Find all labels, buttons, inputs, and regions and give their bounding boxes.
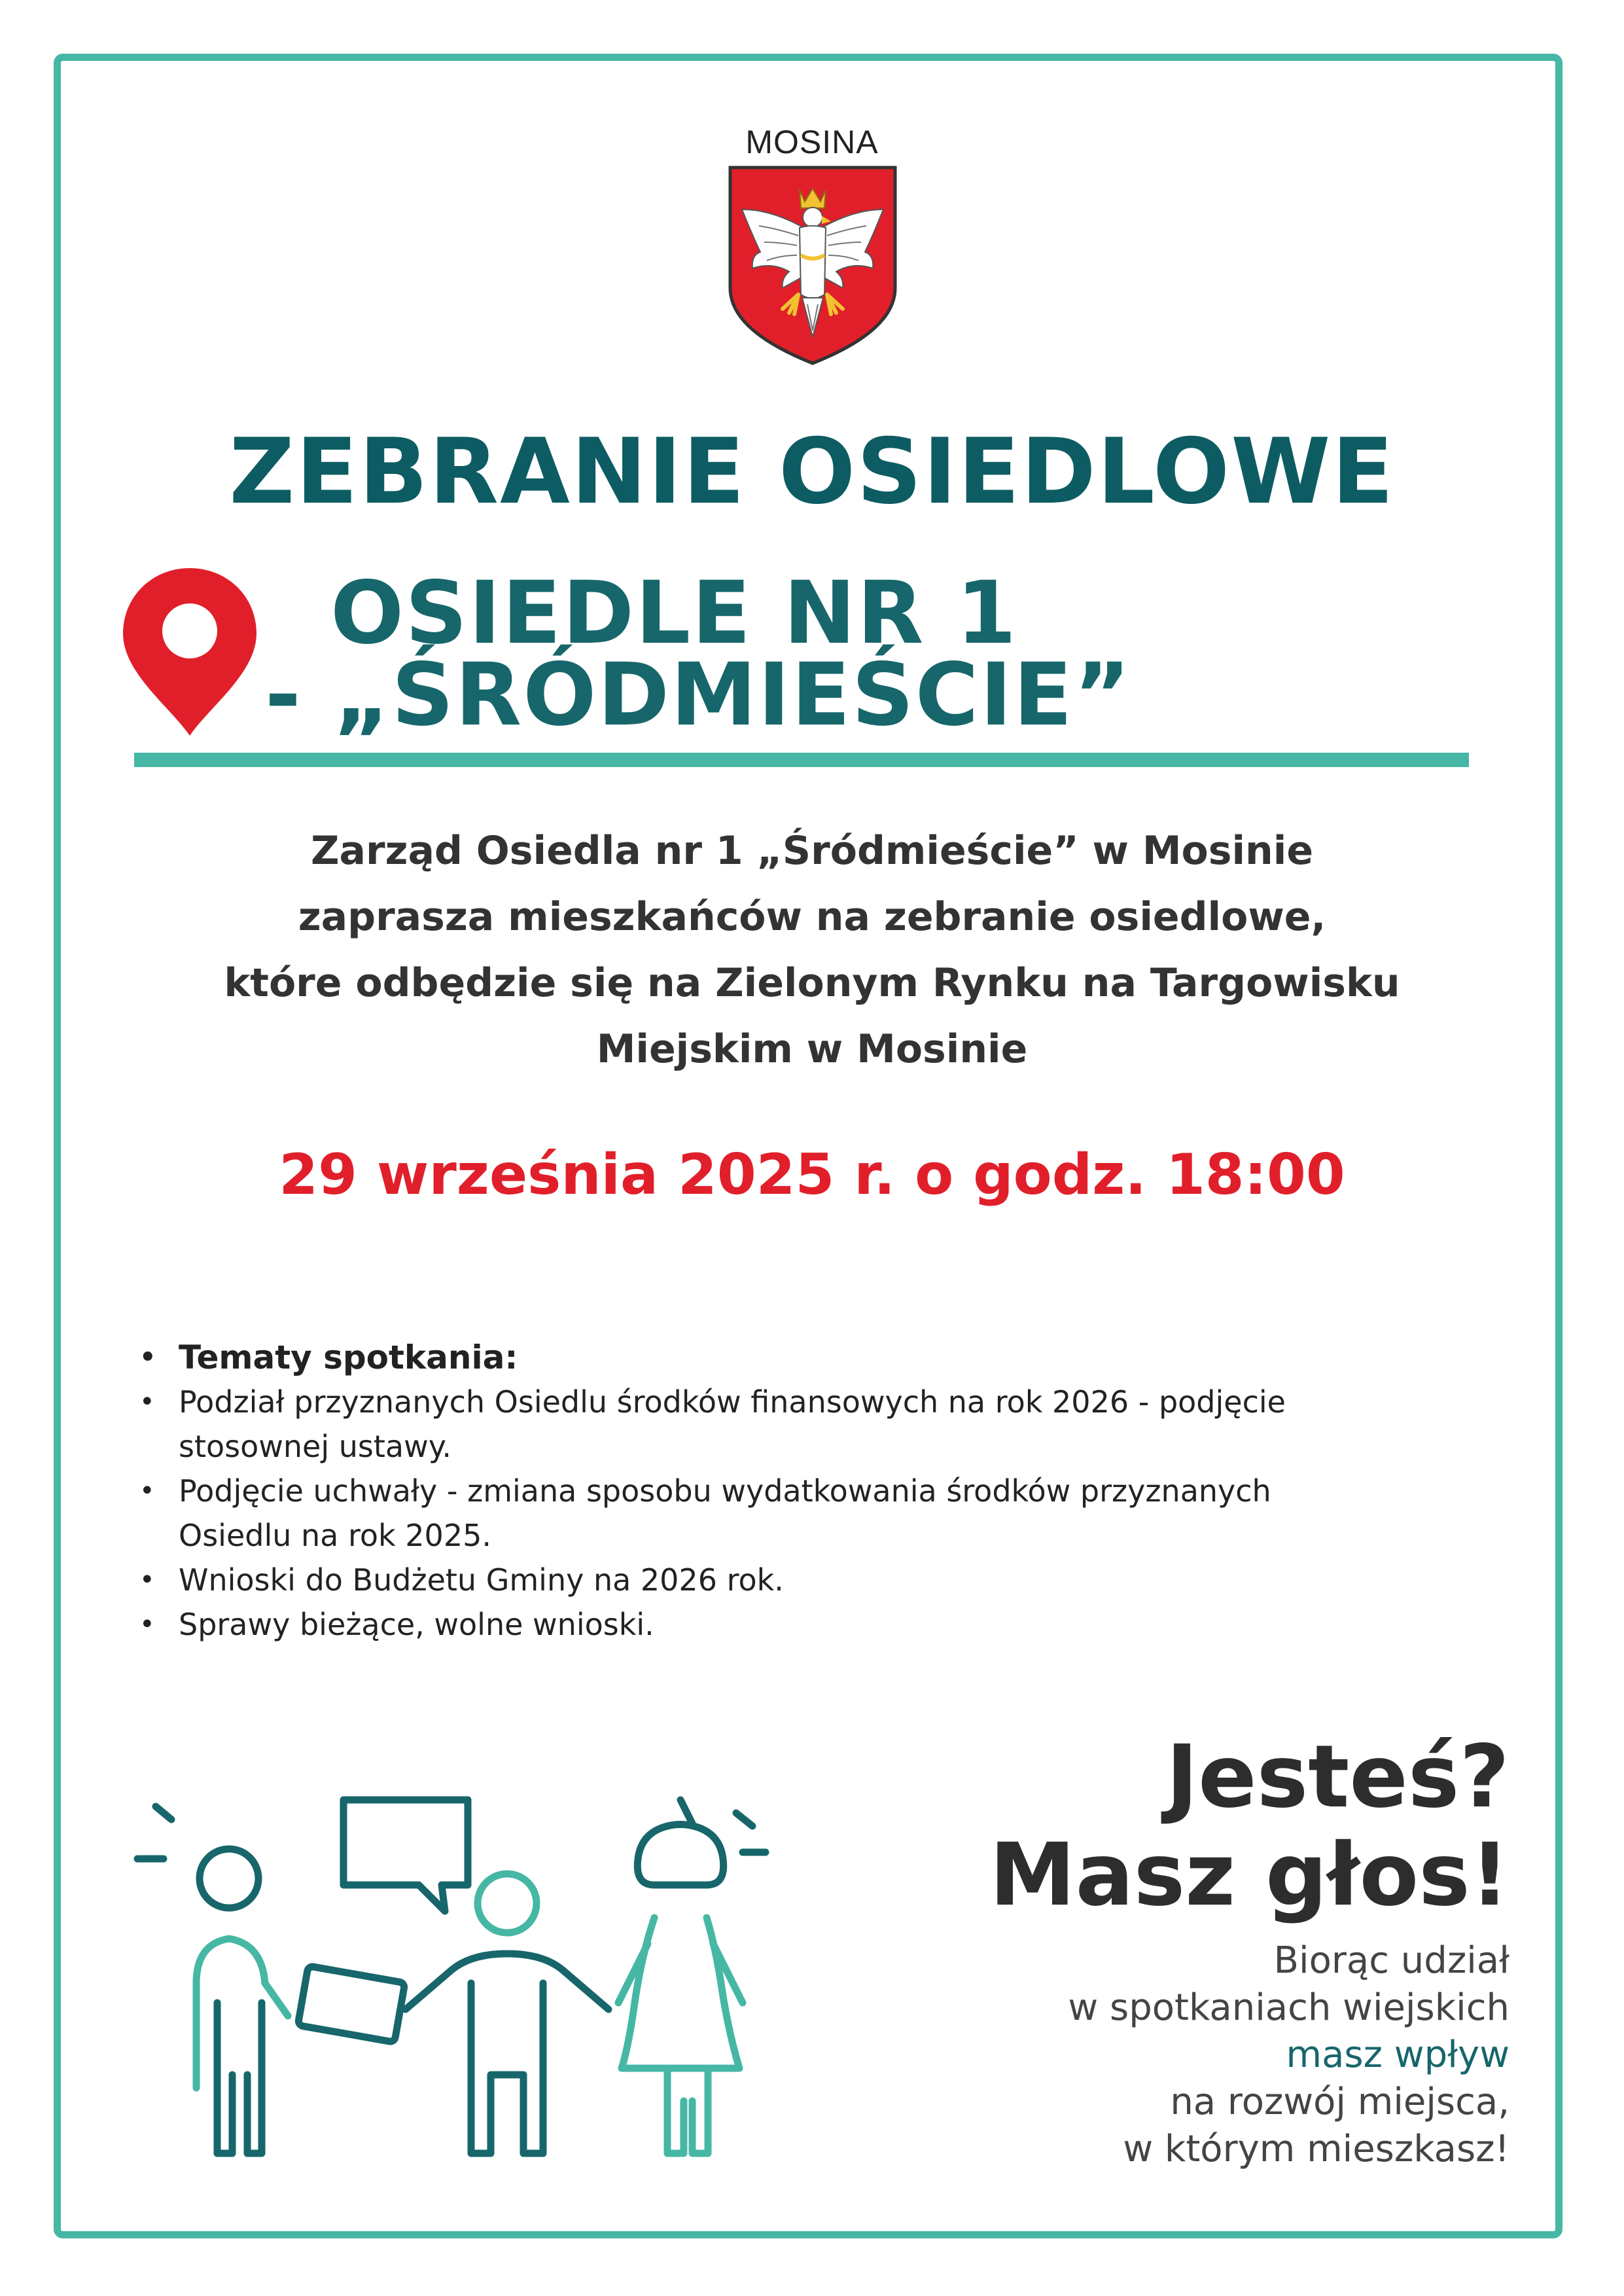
message-line: w spotkaniach wiejskich: [1068, 1986, 1509, 2029]
topic-item: • Wnioski do Budżetu Gminy na 2026 rok.: [134, 1558, 1443, 1602]
invitation-line: które odbędzie się na Zielonym Rynku na Targowisku: [224, 960, 1400, 1006]
invitation-line: Miejskim w Mosinie: [596, 1026, 1028, 1072]
meeting-date: 29 września 2025 r. o godz. 18:00: [279, 1142, 1345, 1208]
invitation-text: [0, 818, 1624, 1083]
message-line: Biorąc udział: [1273, 1939, 1509, 1982]
topic-item: • Podjęcie uchwały - zmiana sposobu wydatkowania środków przyznanych Osiedlu na rok 2025.: [134, 1469, 1443, 1558]
topics-heading: • Tematy spotkania:: [134, 1335, 1443, 1380]
slogan-line: Masz głos!: [989, 1825, 1509, 1926]
topic-item: • Podział przyznanych Osiedlu środków finansowych na rok 2026 - podjęcie stosownej ustawy.: [134, 1380, 1443, 1469]
settlement-name-line1: OSIEDLE NR 1: [330, 563, 1018, 664]
poster-title: ZEBRANIE OSIEDLOWE: [229, 419, 1395, 524]
slogan: [989, 1728, 1509, 1924]
message-line-highlight: masz wpływ: [1286, 2034, 1509, 2076]
location-pin-icon: [118, 563, 262, 740]
coat-of-arms-icon: [726, 164, 899, 367]
message-line: na rozwój miejsca,: [1170, 2081, 1509, 2123]
message-line: w którym mieszkasz!: [1123, 2128, 1509, 2170]
participation-message: [1068, 1937, 1509, 2173]
city-name: MOSINA: [745, 124, 879, 160]
slogan-line: Jesteś?: [1166, 1727, 1509, 1827]
people-talking-illustration: [131, 1787, 785, 2166]
invitation-line: Zarząd Osiedla nr 1 „Śródmieście” w Mosinie: [310, 828, 1314, 874]
invitation-line: zaprasza mieszkańców na zebranie osiedlowe,: [298, 894, 1326, 940]
settlement-name-line2: - „ŚRÓDMIEŚCIE”: [265, 645, 1132, 745]
heading-underline: [134, 753, 1469, 767]
topic-item: • Sprawy bieżące, wolne wnioski.: [134, 1602, 1443, 1647]
topics-list: [134, 1335, 1443, 1647]
